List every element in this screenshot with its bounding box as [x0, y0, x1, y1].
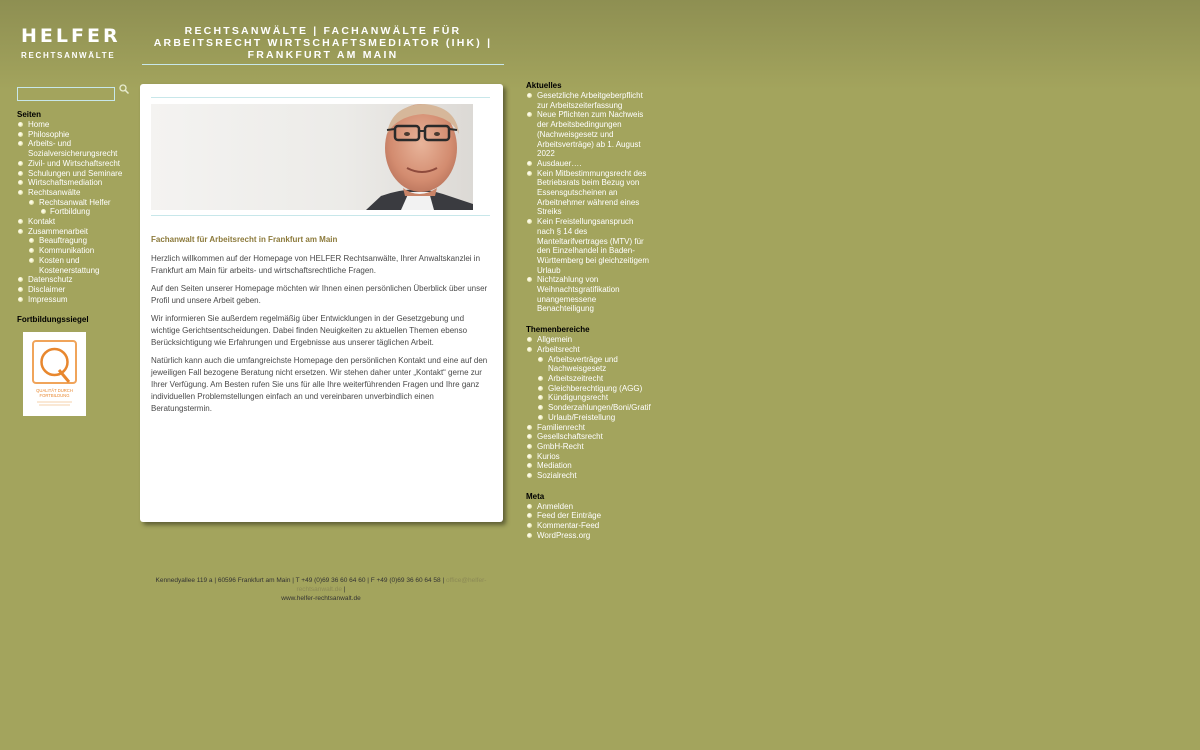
nav-item-datenschutz[interactable]	[17, 275, 129, 285]
footer-website-link[interactable]: www.helfer-rechtsanwalt.de	[281, 595, 361, 602]
bullet-icon	[527, 473, 532, 478]
category-link[interactable]: GmbH-Recht	[537, 441, 584, 451]
nav-item-disclaimer[interactable]	[17, 285, 129, 295]
nav-item-impressum[interactable]	[17, 295, 129, 305]
category-link[interactable]: Gleichberechtigung (AGG)	[548, 383, 643, 393]
bullet-icon	[527, 219, 532, 224]
portrait-photo	[151, 104, 473, 210]
category-item-gmbh-recht[interactable]	[526, 442, 651, 452]
post-link[interactable]: Kein Mitbestimmungsrecht des Betriebsrats beim Bezug von Essensgutscheinen an Arbeitnehmer während eines Streiks	[537, 168, 647, 217]
bullet-icon	[527, 171, 532, 176]
category-item-gesellschaftsrecht[interactable]	[526, 432, 651, 442]
category-item-arbeitsrecht[interactable]	[526, 345, 651, 355]
nav-link[interactable]: Datenschutz	[28, 275, 73, 285]
content-heading: Fachanwalt für Arbeitsrecht in Frankfurt am Main	[151, 235, 338, 244]
bullet-icon	[18, 141, 23, 146]
quality-seal-icon	[23, 332, 86, 416]
left-sidebar	[17, 110, 129, 304]
post-link-item[interactable]	[526, 275, 651, 314]
category-link[interactable]: Urlaub/Freistellung	[548, 412, 616, 422]
footer-separator: |	[343, 586, 346, 593]
category-link[interactable]: Familienrecht	[537, 422, 586, 432]
right-sidebar	[526, 81, 651, 541]
meta-link[interactable]: Anmelden	[537, 501, 574, 511]
content-paragraph: Wir informieren Sie außerdem regelmäßig über Entwicklungen in der Gesetzgebung und wichtige Gerichtsentscheidungen. Dabei finden Neuigkeiten zu aktuellen Themen ebenso Berücksichtigung wie Erfahrungen und Ergebnisse aus unserer täglichen Arbeit.	[151, 314, 468, 347]
nav-item-schulungen-seminare[interactable]	[17, 169, 129, 179]
footer-address: Kennedyallee 119 a | 60596 Frankfurt am Main | T +49 (0)69 36 60 64 60 | F +49 (0)69 36 60 64 58 |	[155, 577, 445, 584]
pages-nav	[17, 120, 129, 304]
nav-item-kontakt[interactable]	[17, 217, 129, 227]
nav-link[interactable]: Kommunikation	[39, 246, 95, 256]
bullet-icon	[527, 463, 532, 468]
bullet-icon	[527, 504, 532, 509]
bullet-icon	[527, 93, 532, 98]
category-item-mediation[interactable]	[526, 461, 651, 471]
bullet-icon	[527, 523, 532, 528]
nav-item-arbeits-sozialversicherungsrecht[interactable]	[17, 139, 129, 158]
post-link-item[interactable]	[526, 159, 651, 169]
site-title: RECHTSANWÄLTE | FACHANWÄLTE FÜR ARBEITSRECHT WIRTSCHAFTSMEDIATOR (IHK) | FRANKFURT AM MAIN	[153, 25, 493, 61]
content-paragraph: Auf den Seiten unserer Homepage möchten wir Ihnen einen persönlichen Überblick über unser Profil und unsere Arbeit geben.	[151, 284, 488, 305]
post-link-item[interactable]	[526, 169, 651, 218]
nav-item-kosten-kostenerstattung[interactable]	[17, 256, 129, 275]
spacer	[526, 481, 651, 492]
fortbildungssiegel-badge[interactable]	[23, 332, 86, 416]
category-item-gleichberechtigung[interactable]	[526, 384, 651, 394]
bullet-icon	[29, 200, 34, 205]
categories-list	[526, 335, 651, 481]
post-link-item[interactable]	[526, 91, 651, 110]
content-paragraph: Natürlich kann auch die umfangreichste Homepage den persönlichen Kontakt und eine auf den jeweiligen Fall bezogene Beratung nicht ersetzen. Wir stehen daher unter „Kontakt“ gerne zur Ihrer Verfügung. Am Besten rufen Sie uns für alle Ihre weiterführenden Fragen und Ihre ganz individuellen Problemstellungen einfach an und vereinbaren unverbindlich einen Beratungstermin.	[151, 356, 488, 413]
nav-link[interactable]: Arbeits- und Sozialversicherungsrecht	[28, 139, 118, 159]
aktuelles-list	[526, 91, 651, 314]
category-link[interactable]: Arbeitsrecht	[537, 344, 580, 354]
category-item-arbeitsvertraege[interactable]	[526, 355, 651, 374]
fortbildungssiegel-title: Fortbildungssiegel	[17, 315, 89, 324]
meta-item-feed-eintraege[interactable]	[526, 511, 651, 521]
category-item-urlaub[interactable]	[526, 413, 651, 423]
nav-item-kommunikation[interactable]	[17, 246, 129, 256]
category-item-sozialrecht[interactable]	[526, 471, 651, 481]
aktuelles-widget-title: Aktuelles	[526, 81, 562, 90]
search-icon[interactable]	[118, 83, 130, 95]
bullet-icon	[18, 171, 23, 176]
bullet-icon	[29, 238, 34, 243]
bullet-icon	[18, 161, 23, 166]
logo-main-text: HELFER	[21, 25, 121, 47]
post-link[interactable]: Ausdauer….	[537, 158, 582, 168]
nav-item-rechtsanwalt-helfer[interactable]	[17, 198, 129, 208]
bullet-icon	[538, 395, 543, 400]
category-item-familienrecht[interactable]	[526, 423, 651, 433]
category-link[interactable]: Kündigungsrecht	[548, 393, 609, 403]
bullet-icon	[29, 248, 34, 253]
nav-item-wirtschaftsmediation[interactable]	[17, 178, 129, 188]
meta-link[interactable]: Kommentar-Feed	[537, 521, 600, 531]
nav-item-home[interactable]	[17, 120, 129, 130]
bullet-icon	[18, 190, 23, 195]
post-link[interactable]: Neue Pflichten zum Nachweis der Arbeitsbedingungen (Nachweisgesetz und Arbeitsverträge) ab 1. August 2022	[537, 110, 644, 159]
seal-line1: QUALITÄT DURCH	[36, 388, 73, 393]
category-item-kurios[interactable]	[526, 452, 651, 462]
nav-link[interactable]: Philosophie	[28, 129, 70, 139]
main-content	[140, 84, 503, 522]
category-link[interactable]: Arbeitsverträge und Nachweisgesetz	[548, 354, 618, 374]
nav-link[interactable]: Rechtsanwalt Helfer	[39, 197, 111, 207]
bullet-icon	[527, 454, 532, 459]
nav-link[interactable]: Zivil- und Wirtschaftsrecht	[28, 158, 121, 168]
bullet-icon	[527, 434, 532, 439]
footer-email-link[interactable]: office@helfer-rechtsanwalt.de	[296, 577, 487, 593]
category-link[interactable]: Sonderzahlungen/Boni/Gratif	[548, 403, 651, 413]
bullet-icon	[538, 376, 543, 381]
post-link-item[interactable]	[526, 217, 651, 275]
spacer	[526, 314, 651, 325]
content-bottom-divider	[151, 215, 490, 216]
bullet-icon	[527, 347, 532, 352]
category-item-kuendigungsrecht[interactable]	[526, 393, 651, 403]
themen-widget-title: Themenbereiche	[526, 325, 590, 335]
category-item-arbeitszeitrecht[interactable]	[526, 374, 651, 384]
nav-link[interactable]: Impressum	[28, 294, 68, 304]
nav-item-zivil-wirtschaftsrecht[interactable]	[17, 159, 129, 169]
bullet-icon	[527, 337, 532, 342]
meta-link[interactable]: Feed der Einträge	[537, 511, 602, 521]
bullet-icon	[18, 180, 23, 185]
bullet-icon	[18, 297, 23, 302]
bullet-icon	[527, 277, 532, 282]
post-link[interactable]: Gesetzliche Arbeitgeberpflicht zur Arbeitszeiterfassung	[537, 91, 643, 110]
bullet-icon	[527, 425, 532, 430]
nav-link[interactable]: Home	[28, 120, 50, 129]
bullet-icon	[538, 405, 543, 410]
bullet-icon	[18, 122, 23, 127]
nav-item-beauftragung[interactable]	[17, 236, 129, 246]
nav-link[interactable]: Kosten und Kostenerstattung	[39, 255, 100, 275]
nav-item-zusammenarbeit[interactable]	[17, 227, 129, 237]
content-top-divider	[151, 97, 490, 98]
category-link[interactable]: Sozialrecht	[537, 471, 577, 481]
nav-link[interactable]: Rechtsanwälte	[28, 187, 81, 197]
category-link[interactable]: Kurios	[537, 451, 560, 461]
bullet-icon	[18, 219, 23, 224]
post-link[interactable]: Nichtzahlung von Weihnachtsgratifikation unangemessene Benachteiligung	[537, 275, 620, 314]
category-item-sonderzahlungen[interactable]	[526, 403, 651, 413]
nav-link[interactable]: Disclaimer	[28, 284, 66, 294]
nav-link[interactable]: Zusammenarbeit	[28, 226, 89, 236]
seal-line2: FORTBILDUNG	[39, 393, 70, 398]
bullet-icon	[18, 132, 23, 137]
meta-item-anmelden[interactable]	[526, 502, 651, 512]
category-link[interactable]: Allgemein	[537, 335, 573, 345]
meta-item-wordpress[interactable]	[526, 531, 651, 541]
bullet-icon	[18, 287, 23, 292]
bullet-icon	[527, 444, 532, 449]
search-input[interactable]	[17, 87, 115, 101]
bullet-icon	[527, 513, 532, 518]
search-form	[17, 83, 115, 101]
category-link[interactable]: Arbeitszeitrecht	[548, 373, 604, 383]
nav-link[interactable]: Kontakt	[28, 217, 56, 227]
post-link[interactable]: Kein Freistellungsanspruch nach § 14 des Manteltarifvertrages (MTV) für den Einzelhandel in Baden-Württemberg bei gleichzeitigem Urlaub	[537, 217, 650, 275]
meta-list	[526, 502, 651, 541]
bullet-icon	[538, 357, 543, 362]
bullet-icon	[41, 209, 46, 214]
nav-item-fortbildung[interactable]	[17, 207, 129, 217]
header-portrait-image	[151, 104, 473, 210]
nav-link[interactable]: Wirtschaftsmediation	[28, 178, 103, 188]
bullet-icon	[29, 258, 34, 263]
post-link-item[interactable]	[526, 110, 651, 159]
nav-link[interactable]: Beauftragung	[39, 236, 88, 246]
nav-link[interactable]: Schulungen und Seminare	[28, 168, 123, 178]
bullet-icon	[527, 161, 532, 166]
meta-widget-title: Meta	[526, 491, 545, 501]
header-divider	[142, 64, 504, 65]
bullet-icon	[538, 386, 543, 391]
meta-item-kommentar-feed[interactable]	[526, 521, 651, 531]
content-body	[151, 253, 491, 421]
nav-link[interactable]: Fortbildung	[50, 207, 91, 217]
bullet-icon	[527, 112, 532, 117]
logo-sub-text: RECHTSANWÄLTE	[21, 51, 116, 60]
content-paragraph: Herzlich willkommen auf der Homepage von HELFER Rechtsanwälte, Ihrer Anwaltskanzlei in Frankfurt am Main für arbeits- und wirtschaftsrechtliche Fragen.	[151, 254, 481, 275]
site-logo[interactable]	[21, 26, 121, 60]
category-link[interactable]: Gesellschaftsrecht	[537, 432, 603, 442]
nav-item-philosophie[interactable]	[17, 130, 129, 140]
footer	[140, 576, 502, 603]
nav-item-rechtsanwaelte[interactable]	[17, 188, 129, 198]
bullet-icon	[538, 415, 543, 420]
bullet-icon	[18, 277, 23, 282]
category-item-allgemein[interactable]	[526, 335, 651, 345]
bullet-icon	[527, 533, 532, 538]
pages-widget-title: Seiten	[17, 110, 42, 119]
category-link[interactable]: Mediation	[537, 461, 572, 471]
meta-link[interactable]: WordPress.org	[537, 530, 591, 540]
bullet-icon	[18, 229, 23, 234]
